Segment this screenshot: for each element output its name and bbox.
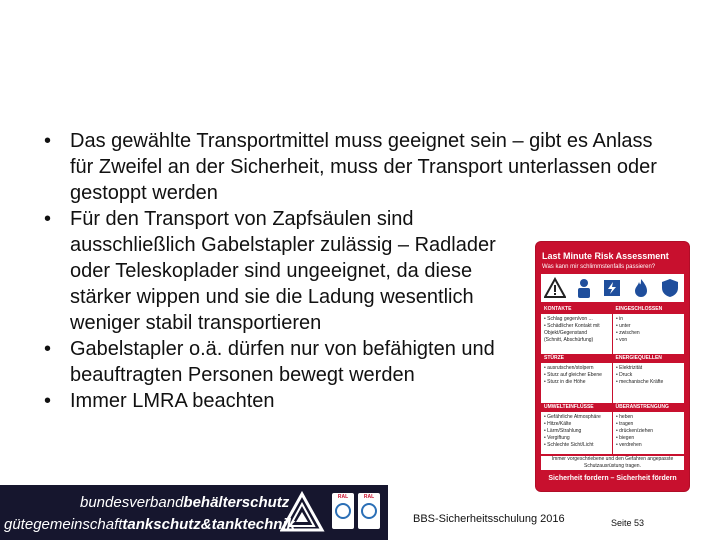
bullet-item: [44, 336, 515, 388]
bullet-text: Das gewählte Transportmittel muss geeignet sein – gibt es Anlass für Zweifel an der Sicherheit, muss der Transport unterlassen oder gestoppt werden: [70, 130, 657, 204]
electric-panel-icon: [601, 277, 623, 299]
grid-head-left: UMWELTEINFLÜSSE: [544, 404, 594, 410]
footer-band: [0, 485, 388, 540]
grid-cell-right: • in • unter • zwischen • von: [616, 316, 640, 343]
bullet-marker: •: [44, 208, 52, 230]
hazard-icon-strip: [541, 274, 684, 302]
band-line-1-regular: bundesverband: [80, 494, 184, 511]
band-line-1-bold: behälterschutz: [183, 494, 290, 511]
bullet-marker: •: [44, 390, 52, 412]
grid-header: [541, 403, 684, 412]
bullet-item: [44, 128, 670, 206]
lmra-note: Immer vorgeschriebene und den Gefahren angepasste Schutzausrüstung tragen.: [541, 456, 684, 470]
bullet-text: Für den Transport von Zapfsäulen sind ausschließlich Gabelstapler zulässig – Radlader oder Teleskoplader sind ungeeignet, da diese stärker wippen und sie die Ladung wesentlich weniger stabil transportieren: [70, 208, 496, 334]
seal-circle-icon: [361, 503, 377, 519]
fire-icon: [630, 277, 652, 299]
bullet-marker: •: [44, 338, 52, 360]
ral-seal: [358, 493, 380, 529]
grid-head-left: STÜRZE: [544, 355, 564, 361]
grid-body: [541, 412, 684, 454]
grid-head-left: KONTAKTE: [544, 306, 572, 312]
shield-icon: [659, 277, 681, 299]
band-line-2: [4, 516, 295, 533]
seal-circle-icon: [335, 503, 351, 519]
band-line-1: [80, 494, 289, 511]
ral-seal-label: RAL: [363, 494, 375, 500]
grid-header: [541, 354, 684, 363]
grid-header: [541, 305, 684, 314]
bullet-text: Immer LMRA beachten: [70, 390, 275, 412]
grid-cell-left: • ausrutschen/stolpern • Sturz auf gleicher Ebene • Sturz in die Höhe: [541, 363, 613, 403]
grid-cell-right: • heben • tragen • drücken/ziehen • biegen • verdrehen: [616, 414, 654, 448]
lmra-title: Last Minute Risk Assessment: [542, 251, 669, 261]
lmra-subtitle: Was kann mir schlimmstenfalls passieren?: [542, 264, 656, 270]
grid-cell-left: • Schlag gegen/von ... • Schädlicher Kontakt mit Objekt/Gegenstand (Schnitt, Abschürfung): [541, 314, 613, 354]
triangle-logo-icon: [280, 490, 325, 535]
lmra-card: [536, 242, 689, 491]
grid-head-right: EINGESCHLOSSEN: [615, 306, 663, 312]
bullet-item: [44, 206, 515, 336]
grid-cell-right: • Elektrizität • Druck • mechanische Kräfte: [616, 365, 664, 385]
grid-head-right: ENERGIEQUELLEN: [615, 355, 662, 361]
lmra-slogan: Sicherheit fordern – Sicherheit fördern: [548, 475, 677, 482]
footer-text: BBS-Sicherheitsschulung 2016: [413, 513, 565, 525]
worker-icon: [573, 277, 595, 299]
warning-icon: [544, 277, 566, 299]
grid-cell-left: • Gefährliche Atmosphäre • Hitze/Kälte • Lärm/Strahlung • Vergiftung • Schlechte Sicht/Licht: [541, 412, 613, 454]
bullet-text: Gabelstapler o.ä. dürfen nur von befähigten und beauftragten Personen bewegt werden: [70, 338, 495, 386]
grid-head-right: ÜBERANSTRENGUNG: [615, 404, 669, 410]
page-number: Seite 53: [611, 518, 645, 528]
hazard-grid: [541, 305, 684, 454]
ral-seal: [332, 493, 354, 529]
band-line-2-regular: gütegemeinschaft: [4, 516, 123, 533]
band-line-2-bold: tankschutz&tanktechnik: [122, 516, 295, 533]
ral-seal-label: RAL: [337, 494, 349, 500]
grid-body: [541, 363, 684, 403]
grid-body: [541, 314, 684, 354]
bullet-marker: •: [44, 130, 52, 152]
